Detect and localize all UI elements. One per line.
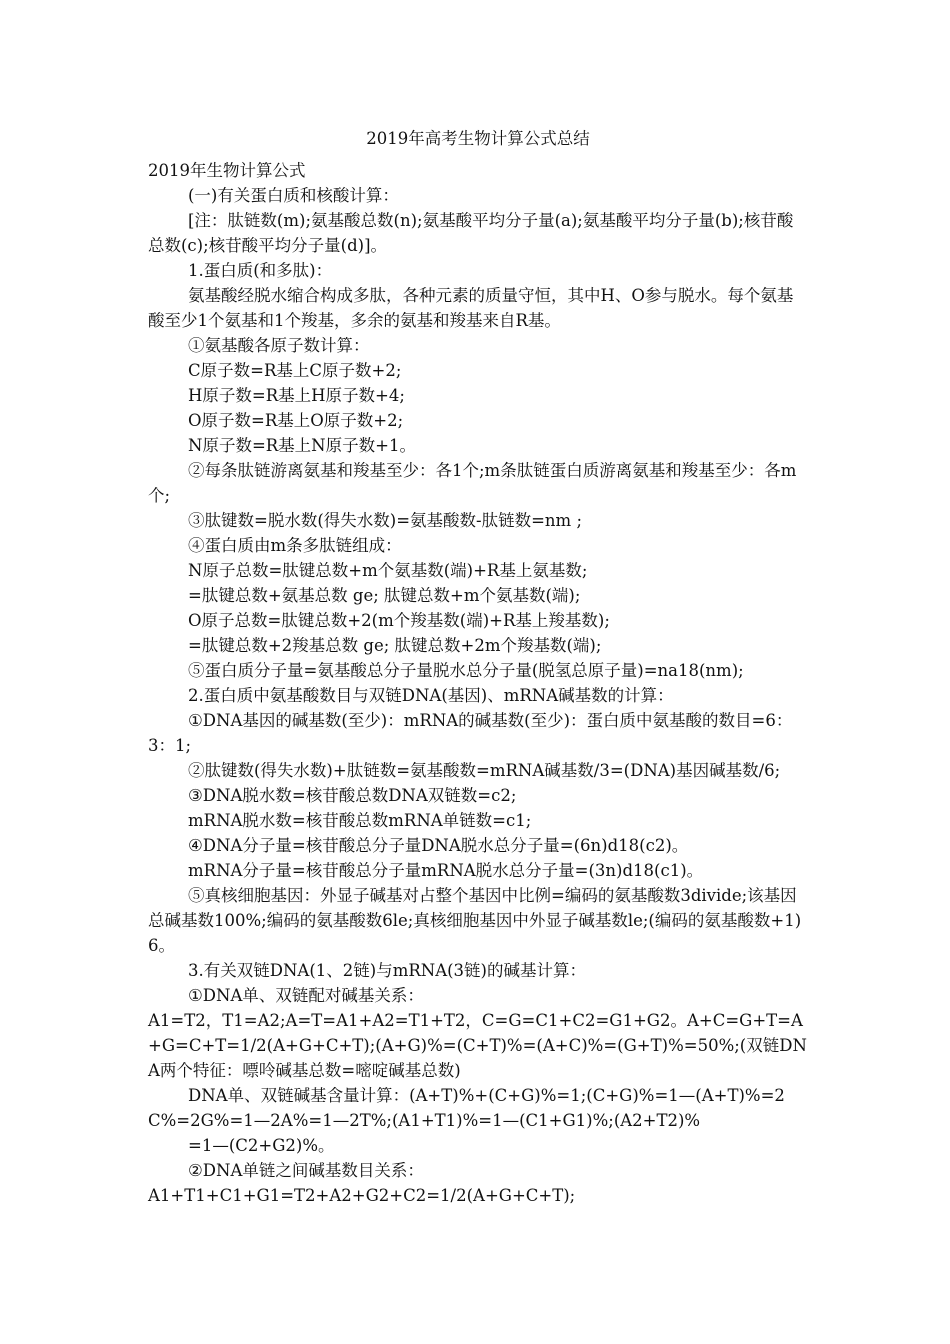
document-paragraph: ②每条肽链游离氨基和羧基至少：各1个;m条肽链蛋白质游离氨基和羧基至少：各m个; xyxy=(148,461,797,505)
document-paragraph: C原子数=R基上C原子数+2; xyxy=(188,361,402,380)
document-paragraph: 1.蛋白质(和多肽)： xyxy=(188,261,333,280)
document-paragraph: mRNA分子量=核苷酸总分子量mRNA脱水总分子量=(3n)d18(c1)。 xyxy=(188,861,704,880)
document-paragraph: O原子数=R基上O原子数+2; xyxy=(188,411,404,430)
document-paragraph: [注：肽链数(m);氨基酸总数(n);氨基酸平均分子量(a);氨基酸平均分子量(b);核苷酸总数(c);核苷酸平均分子量(d)]。 xyxy=(148,211,794,255)
document-paragraph: 3.有关双链DNA(1、2链)与mRNA(3链)的碱基计算： xyxy=(188,961,586,980)
document-paragraph: ①氨基酸各原子数计算： xyxy=(188,336,370,355)
document-paragraph: ①DNA基因的碱基数(至少)：mRNA的碱基数(至少)：蛋白质中氨基酸的数目=6：3：1; xyxy=(148,711,793,755)
document-paragraph: N原子总数=肽键总数+m个氨基数(端)+R基上氨基数; xyxy=(188,561,588,580)
document-paragraph: =1—(C2+G2)%。 xyxy=(188,1136,335,1155)
document-paragraph: ④DNA分子量=核苷酸总分子量DNA脱水总分子量=(6n)d18(c2)。 xyxy=(188,836,689,855)
document-paragraph: ①DNA单、双链配对碱基关系： xyxy=(188,986,424,1005)
document-title: 2019年高考生物计算公式总结 xyxy=(366,129,590,148)
document-paragraph: H原子数=R基上H原子数+4; xyxy=(188,386,405,405)
document-paragraph: ③肽键数=脱水数(得失水数)=氨基酸数-肽链数=nm ; xyxy=(188,511,583,530)
document-page xyxy=(148,120,808,1208)
document-paragraph: ④蛋白质由m条多肽链组成： xyxy=(188,536,402,555)
document-paragraph: =肽键总数+氨基总数 ge; 肽键总数+m个氨基数(端); xyxy=(188,586,581,605)
document-paragraph: A1=T2，T1=A2;A=T=A1+A2=T1+T2，C=G=C1+C2=G1+G2。A+C=G+T=A+G=C+T=1/2(A+G+C+T);(A+G)%=(C+T)%=(A+C)%=(G+T)%=50%;(双链DNA两个特征：嘌呤碱基总数=嘧啶碱基总数) xyxy=(148,1011,807,1080)
document-paragraph: N原子数=R基上N原子数+1。 xyxy=(188,436,416,455)
document-paragraph: ③DNA脱水数=核苷酸总数DNA双链数=c2; xyxy=(188,786,517,805)
document-paragraph: ②DNA单链之间碱基数目关系： xyxy=(188,1161,424,1180)
document-paragraph: (一)有关蛋白质和核酸计算： xyxy=(188,186,399,205)
document-paragraph: 2019年生物计算公式 xyxy=(148,161,306,180)
document-paragraph: ②肽键数(得失水数)+肽链数=氨基酸数=mRNA碱基数/3=(DNA)基因碱基数/6; xyxy=(188,761,781,780)
document-paragraph: DNA单、双链碱基含量计算：(A+T)%+(C+G)%=1;(C+G)%=1—(A+T)%=2C%=2G%=1—2A%=1—2T%;(A1+T1)%=1—(C1+G1)%;(A2+T2)% xyxy=(148,1086,785,1130)
document-paragraph: 2.蛋白质中氨基酸数目与双链DNA(基因)、mRNA碱基数的计算： xyxy=(188,686,674,705)
document-paragraph: ⑤蛋白质分子量=氨基酸总分子量脱水总分子量(脱氢总原子量)=na18(nm); xyxy=(188,661,744,680)
document-paragraph: 氨基酸经脱水缩合构成多肽，各种元素的质量守恒，其中H、O参与脱水。每个氨基酸至少1个氨基和1个羧基，多余的氨基和羧基来自R基。 xyxy=(148,286,794,330)
document-paragraph: ⑤真核细胞基因：外显子碱基对占整个基因中比例=编码的氨基酸数3divide;该基因总碱基数100%;编码的氨基酸数6le;真核细胞基因中外显子碱基数le;(编码的氨基酸数+1)6。 xyxy=(148,886,802,955)
document-body xyxy=(148,158,808,1208)
document-paragraph: A1+T1+C1+G1=T2+A2+G2+C2=1/2(A+G+C+T); xyxy=(148,1186,576,1205)
document-paragraph: =肽键总数+2羧基总数 ge; 肽键总数+2m个羧基数(端); xyxy=(188,636,602,655)
document-paragraph: mRNA脱水数=核苷酸总数mRNA单链数=c1; xyxy=(188,811,532,830)
document-paragraph: O原子总数=肽键总数+2(m个羧基数(端)+R基上羧基数); xyxy=(188,611,610,630)
